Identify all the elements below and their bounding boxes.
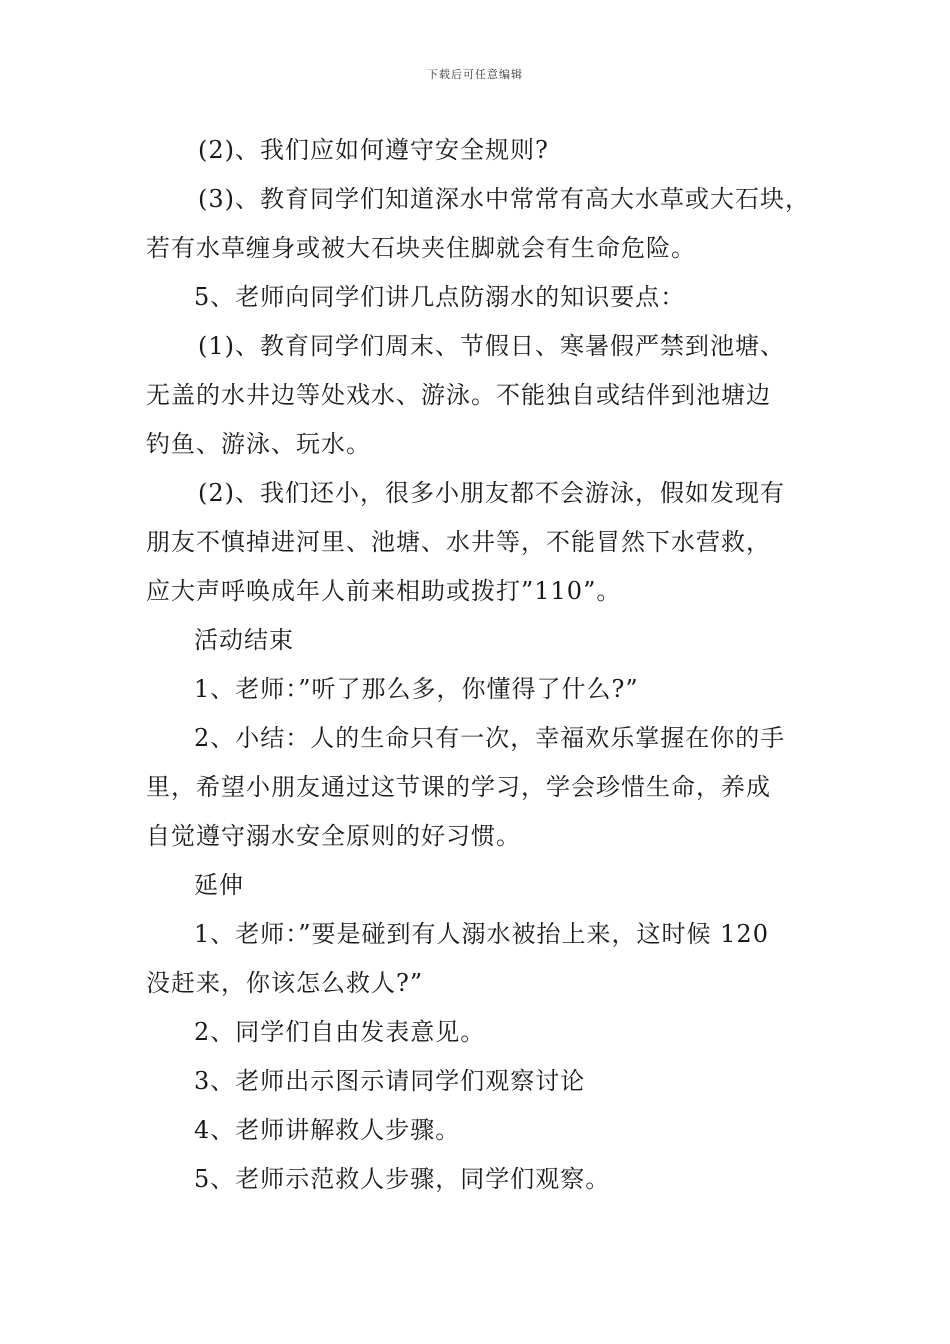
paragraph — [146, 714, 816, 861]
text-line: 朋友不慎掉进河里、池塘、水井等，不能冒然下水营救， — [146, 528, 771, 556]
text-line: 3、老师出示图示请同学们观察讨论 — [194, 1067, 586, 1095]
text-line: (3)、教育同学们知道深水中常常有高大水草或大石块， — [198, 185, 810, 213]
text-line: 无盖的水井边等处戏水、游泳。不能独自或结伴到池塘边 — [146, 381, 771, 409]
paragraph — [146, 322, 816, 469]
text-line: 活动结束 — [194, 626, 294, 654]
text-line: (2)、我们应如何遵守安全规则? — [198, 136, 549, 164]
header-note: 下载后可任意编辑 — [427, 68, 523, 81]
text-line: 钓鱼、游泳、玩水。 — [146, 430, 371, 458]
paragraph — [146, 1057, 816, 1106]
text-line: 若有水草缠身或被大石块夹住脚就会有生命危险。 — [146, 234, 696, 262]
paragraph — [146, 1106, 816, 1155]
text-line: 自觉遵守溺水安全原则的好习惯。 — [146, 822, 521, 850]
paragraph — [146, 665, 816, 714]
paragraph — [146, 469, 816, 616]
paragraph — [146, 861, 816, 910]
paragraph — [146, 616, 816, 665]
text-line: 1、老师：”要是碰到有人溺水被抬上来，这时候 120 — [194, 920, 769, 948]
text-line: 1、老师：”听了那么多，你懂得了什么?” — [194, 675, 639, 703]
paragraph — [146, 126, 816, 175]
text-line: (2)、我们还小，很多小朋友都不会游泳，假如发现有 — [198, 479, 785, 507]
text-line: 2、同学们自由发表意见。 — [194, 1018, 486, 1046]
text-line: 应大声呼唤成年人前来相助或拨打”110”。 — [146, 577, 622, 605]
paragraph — [146, 1155, 816, 1204]
text-line: (1)、教育同学们周末、节假日、寒暑假严禁到池塘、 — [198, 332, 785, 360]
text-line: 里，希望小朋友通过这节课的学习，学会珍惜生命，养成 — [146, 773, 771, 801]
text-line: 4、老师讲解救人步骤。 — [194, 1116, 461, 1144]
text-line: 没赶来，你该怎么救人?” — [146, 969, 424, 997]
text-line: 2、小结：人的生命只有一次，幸福欢乐掌握在你的手 — [194, 724, 786, 752]
text-line: 延伸 — [194, 871, 244, 899]
paragraph — [146, 910, 816, 1008]
document-body — [146, 126, 816, 1204]
text-line: 5、老师示范救人步骤，同学们观察。 — [194, 1165, 611, 1193]
text-line: 5、老师向同学们讲几点防溺水的知识要点： — [194, 283, 686, 311]
paragraph — [146, 1008, 816, 1057]
paragraph — [146, 273, 816, 322]
paragraph — [146, 175, 816, 273]
